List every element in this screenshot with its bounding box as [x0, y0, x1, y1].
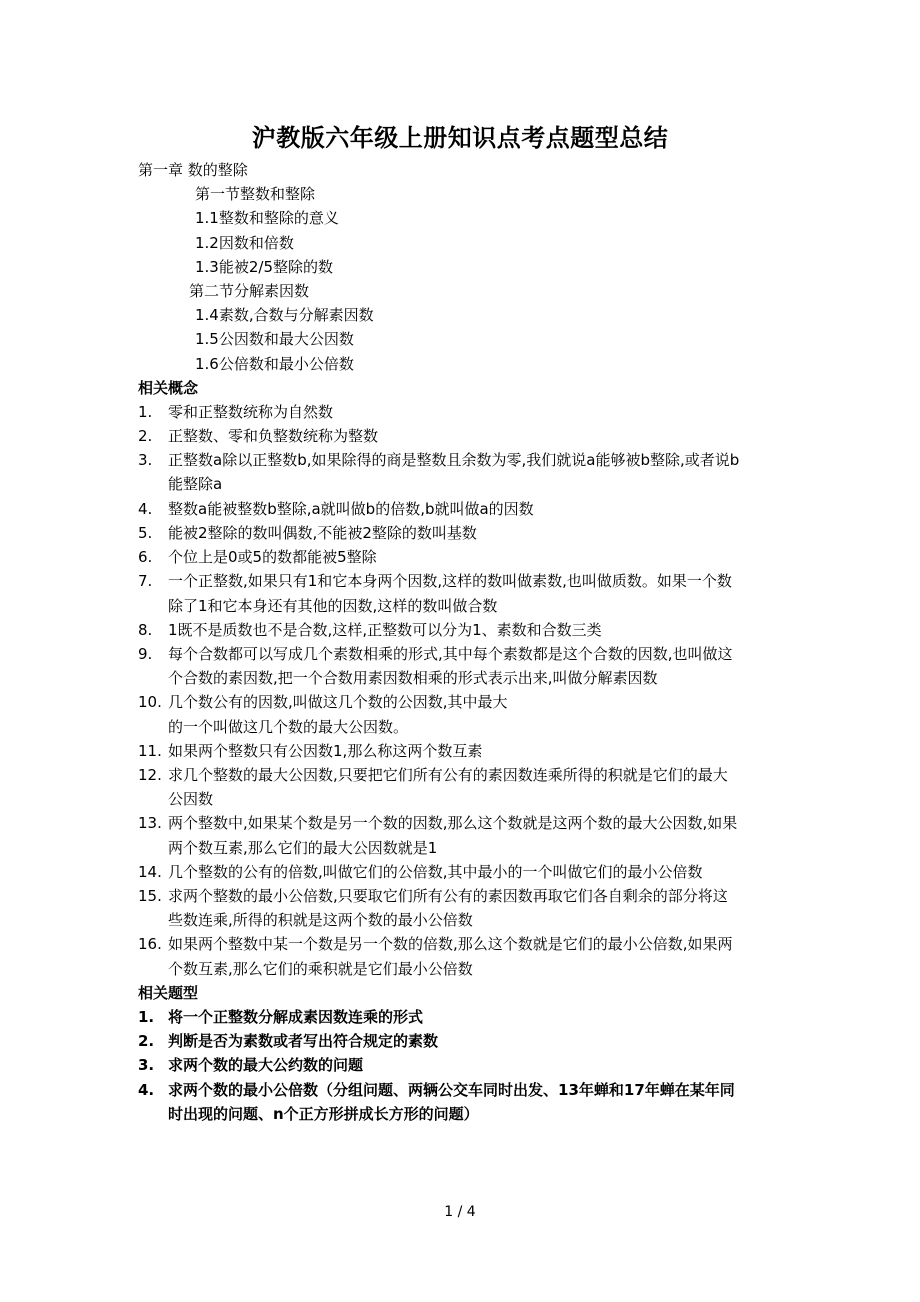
toc-item: 1.4素数,合数与分解素因数	[195, 306, 374, 325]
page-number: 1 / 4	[444, 1204, 476, 1220]
list-item	[138, 448, 808, 496]
list-item	[138, 569, 808, 617]
item-number: 13.	[138, 814, 162, 833]
list-item	[138, 1053, 808, 1077]
toc-item: 1.3能被2/5整除的数	[195, 257, 333, 276]
item-text: 1既不是质数也不是合数,这样,正整数可以分为1、素数和合数三类	[168, 620, 602, 639]
item-text-line: 求两个数的最小公倍数（分组问题、两辆公交车同时出发、13年蝉和17年蝉在某年同	[168, 1080, 735, 1099]
item-number: 14.	[138, 862, 162, 881]
item-text-line: 除了1和它本身还有其他的因数,这样的数叫做合数	[168, 596, 498, 615]
toc-item: 1.1整数和整除的意义	[195, 209, 339, 228]
item-text-line: 能整除a	[168, 475, 223, 494]
item-text: 零和正整数统称为自然数	[168, 402, 334, 421]
item-text-line: 时出现的问题、n个正方形拼成长方形的问题）	[168, 1104, 479, 1123]
item-text-line: 两个数互素,那么它们的最大公因数就是1	[168, 838, 438, 857]
item-number: 15.	[138, 886, 162, 905]
item-text-line: 些数连乘,所得的积就是这两个数的最小公倍数	[168, 911, 473, 930]
list-item	[138, 642, 808, 690]
item-text-line: 几个数公有的因数,叫做这几个数的公因数,其中最大	[168, 693, 508, 712]
item-text: 判断是否为素数或者写出符合规定的素数	[168, 1032, 439, 1051]
item-text-line: 个合数的素因数,把一个合数用素因数相乘的形式表示出来,叫做分解素因数	[168, 669, 658, 688]
list-item	[138, 739, 808, 763]
item-text: 如果两个整数只有公因数1,那么称这两个数互素	[168, 741, 483, 760]
concepts-heading: 相关概念	[138, 378, 199, 397]
list-item	[138, 1029, 808, 1053]
list-item	[138, 424, 808, 448]
list-item	[138, 860, 808, 884]
item-number: 16.	[138, 935, 162, 954]
item-text-line: 的一个叫做这几个数的最大公因数。	[168, 717, 409, 736]
list-item	[138, 884, 808, 932]
list-item	[138, 763, 808, 811]
item-number: 2.	[138, 1032, 155, 1051]
item-text-line: 求几个整数的最大公因数,只要把它们所有公有的素因数连乘所得的积就是它们的最大	[168, 765, 728, 784]
item-number: 5.	[138, 523, 153, 542]
list-item	[138, 690, 808, 738]
item-number: 11.	[138, 741, 162, 760]
list-item	[138, 400, 808, 424]
item-number: 2.	[138, 427, 153, 446]
concepts-list	[138, 400, 788, 981]
item-number: 12.	[138, 765, 162, 784]
item-number: 4.	[138, 499, 153, 518]
list-item	[138, 545, 808, 569]
item-text-line: 正整数a除以正整数b,如果除得的商是整数且余数为零,我们就说a能够被b整除,或者说b	[168, 451, 740, 470]
item-number: 4.	[138, 1080, 155, 1099]
item-text: 求两个数的最大公约数的问题	[168, 1056, 364, 1075]
list-item	[138, 1005, 808, 1029]
item-text: 整数a能被整数b整除,a就叫做b的倍数,b就叫做a的因数	[168, 499, 534, 518]
item-number: 1.	[138, 1007, 155, 1026]
problem-types-list	[138, 1005, 788, 1126]
item-number: 1.	[138, 402, 153, 421]
item-text: 将一个正整数分解成素因数连乘的形式	[168, 1007, 424, 1026]
item-text: 几个整数的公有的倍数,叫做它们的公倍数,其中最小的一个叫做它们的最小公倍数	[168, 862, 703, 881]
item-text: 个位上是0或5的数都能被5整除	[168, 548, 377, 567]
item-text-line: 每个合数都可以写成几个素数相乘的形式,其中每个素数都是这个合数的因数,也叫做这	[168, 644, 733, 663]
item-text: 能被2整除的数叫偶数,不能被2整除的数叫基数	[168, 523, 477, 542]
item-text: 正整数、零和负整数统称为整数	[168, 427, 379, 446]
list-item	[138, 1078, 808, 1126]
item-text-line: 如果两个整数中某一个数是另一个数的倍数,那么这个数就是它们的最小公倍数,如果两	[168, 935, 733, 954]
list-item	[138, 932, 808, 980]
item-text-line: 求两个整数的最小公倍数,只要取它们所有公有的素因数再取它们各自剩余的部分将这	[168, 886, 728, 905]
item-number: 6.	[138, 548, 153, 567]
item-text-line: 一个正整数,如果只有1和它本身两个因数,这样的数叫做素数,也叫做质数。如果一个数	[168, 572, 732, 591]
item-number: 7.	[138, 572, 153, 591]
list-item	[138, 811, 808, 859]
toc-item: 1.2因数和倍数	[195, 233, 294, 252]
toc-item: 1.5公因数和最大公因数	[195, 330, 354, 349]
section-heading: 第一节整数和整除	[195, 185, 316, 204]
item-text-line: 两个整数中,如果某个数是另一个数的因数,那么这个数就是这两个数的最大公因数,如果	[168, 814, 738, 833]
item-number: 3.	[138, 1056, 155, 1075]
list-item	[138, 497, 808, 521]
item-number: 9.	[138, 644, 153, 663]
document-title: 沪教版六年级上册知识点考点题型总结	[251, 124, 669, 152]
item-number: 8.	[138, 620, 153, 639]
list-item	[138, 521, 808, 545]
item-number: 3.	[138, 451, 153, 470]
list-item	[138, 618, 808, 642]
toc-item: 1.6公倍数和最小公倍数	[195, 354, 354, 373]
section-heading: 第二节分解素因数	[189, 281, 310, 300]
item-text-line: 个数互素,那么它们的乘积就是它们最小公倍数	[168, 959, 473, 978]
problem-types-heading: 相关题型	[138, 983, 199, 1002]
document-body	[138, 158, 788, 1126]
item-number: 10.	[138, 693, 162, 712]
item-text-line: 公因数	[168, 790, 214, 809]
chapter-heading: 第一章 数的整除	[138, 161, 248, 179]
